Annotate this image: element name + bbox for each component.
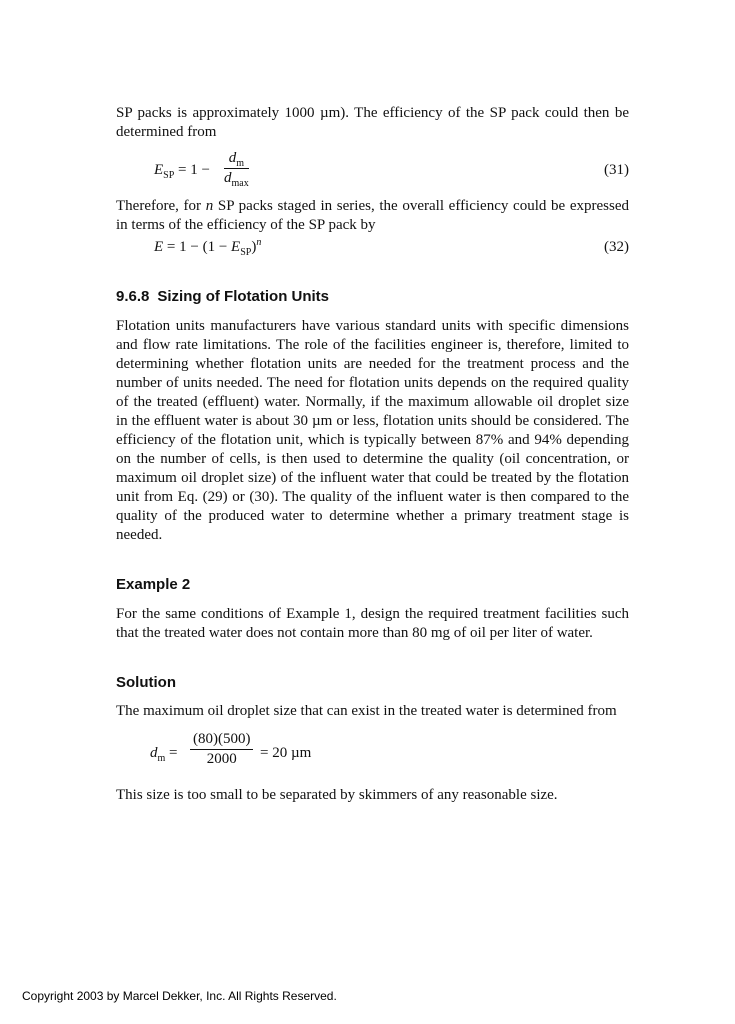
equation-droplet-size [150, 731, 629, 779]
eq3-lhs-var: d [150, 745, 158, 761]
eq3-result: = 20 µm [260, 745, 312, 761]
eq3-operator: = [169, 745, 178, 761]
eq32-var: E [231, 239, 241, 255]
equation-number-31: (31) [604, 162, 629, 178]
paragraph-intro: SP packs is approximately 1000 µm). The efficiency of the SP pack could then be determined from [116, 105, 629, 140]
equation-number-32: (32) [604, 239, 629, 255]
section-title: Sizing of Flotation Units [157, 288, 330, 305]
section-heading [116, 288, 629, 305]
eq3-numerator: (80)(500) [190, 731, 253, 750]
solution-body: The maximum oil droplet size that can exist in the treated water is determined from [116, 703, 617, 719]
page-body [116, 104, 629, 805]
eq32-exp: n [256, 237, 262, 248]
eq3-lhs-sub: m [157, 753, 166, 764]
copyright-footer: Copyright 2003 by Marcel Dekker, Inc. All Rights Reserved. [22, 989, 337, 1003]
eq32-mid: = 1 − (1 − [166, 239, 228, 255]
section-body: Flotation units manufacturers have various standard units with specific dimensions and flow rate limitations. The role of the facilities engineer is, therefore, limited to determining whether flotation units are needed for the treatment process and the number of units needed. The need for flotation units depends on the required quality of the treated (effluent) water. Normally, if the maximum allowable oil droplet size in the effluent water is about 30 µm or less, flotation units should be considered. The efficiency of the flotation unit, which is typically between 87% and 94% depending on the number of cells, is then used to determine the quality (oil concentration, or maximum oil droplet size) of the influent water that could be treated by the flotation unit from Eq. (29) or (30). The quality of the influent water is then compared to the quality of the produced water to determine whether a primary treatment stage is needed. [116, 318, 629, 543]
eq31-operator: = 1 − [178, 162, 210, 178]
solution-closing: This size is too small to be separated by skimmers of any reasonable size. [116, 787, 558, 803]
eq3-denominator: 2000 [206, 751, 237, 767]
eq31-lhs-sub: SP [163, 170, 175, 181]
eq31-den-var: d [224, 170, 232, 186]
solution-heading: Solution [116, 674, 176, 691]
eq3-fraction [190, 731, 253, 768]
eq31-den-sub: max [231, 178, 249, 189]
example-heading: Example 2 [116, 576, 191, 593]
eq31-fraction [224, 150, 249, 187]
eq32-lhs: E [154, 239, 164, 255]
equation-32 [154, 239, 629, 261]
eq31-num-var: d [228, 150, 237, 166]
eq32-sub: SP [240, 247, 252, 258]
eq31-lhs-var: E [154, 162, 164, 178]
eq32-close: ) [251, 239, 257, 255]
section-number: 9.6.8 [116, 288, 150, 305]
paragraph-series: Therefore, for n SP packs staged in series, the overall efficiency could be expressed in terms of the efficiency of the SP pack by [116, 198, 629, 233]
example-body: For the same conditions of Example 1, design the required treatment facilities such that the treated water does not contain more than 80 mg of oil per liter of water. [116, 606, 629, 641]
eq31-num-sub: m [236, 158, 244, 169]
equation-31 [154, 150, 629, 192]
